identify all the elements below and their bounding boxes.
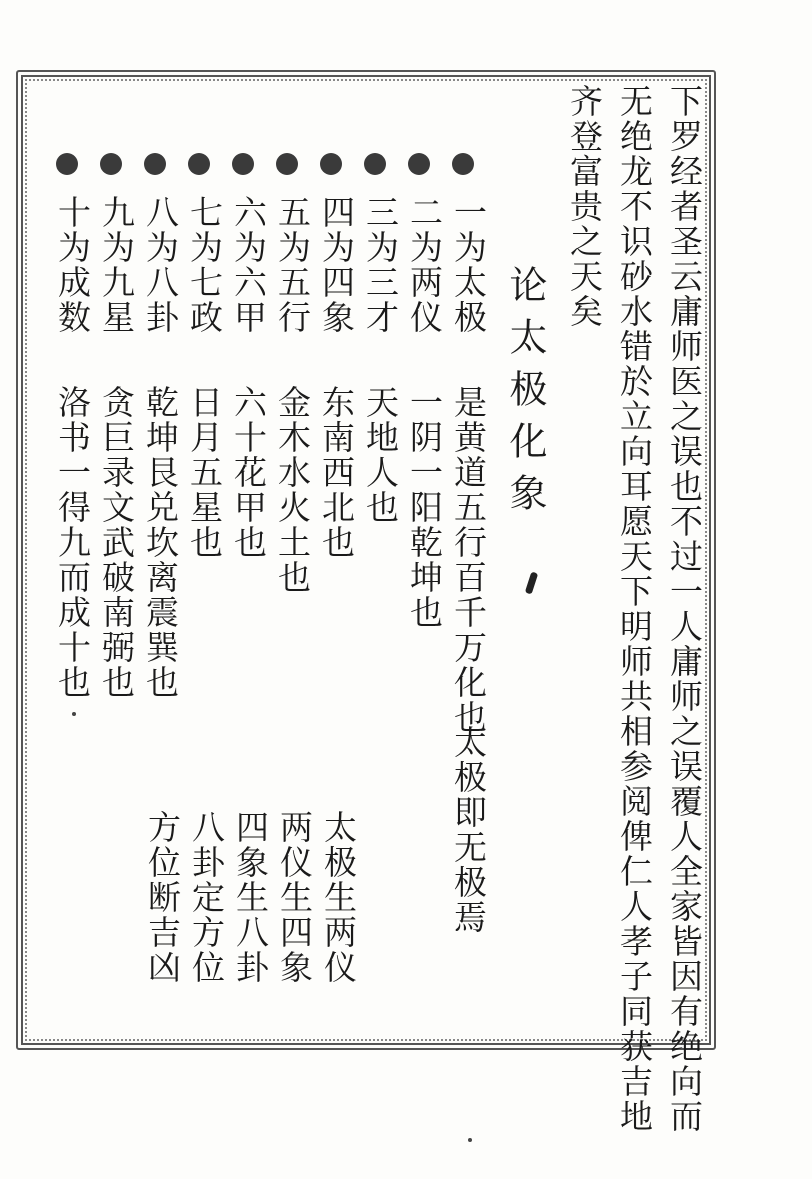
section-title: 论太极化象 (503, 265, 547, 525)
verse-line: 方位断吉凶 (143, 810, 182, 985)
verse-line: 两仪生四象 (275, 810, 314, 985)
item-desc: 东南西北也 (317, 385, 356, 560)
bullet-icon (276, 153, 298, 175)
bullet-icon (452, 153, 474, 175)
item-desc: 一阴一阳乾坤也 (405, 385, 444, 630)
bullet-icon (144, 153, 166, 175)
item-head: 一为太极 (449, 195, 488, 335)
verse-line: 太极生两仪 (319, 810, 358, 985)
bullet-icon (188, 153, 210, 175)
item-desc: 日月五星也 (185, 385, 224, 560)
ink-speck (468, 1138, 472, 1142)
bullet-icon (364, 153, 386, 175)
item-desc: 金木水火土也 (273, 385, 312, 595)
item-head: 十为成数 (53, 195, 92, 335)
ink-speck (72, 712, 76, 716)
preface-line-3: 齐登富贵之天矣 (565, 84, 604, 329)
item-desc: 乾坤艮兑坎离震巽也 (141, 385, 180, 700)
item-head: 四为四象 (317, 195, 356, 335)
item-desc: 是黄道五行百千万化也 (449, 385, 488, 735)
preface-line-1: 下罗经者圣云庸师医之误也不过一人庸师之误覆人全家皆因有绝向而 (665, 84, 704, 1134)
bullet-icon (56, 153, 78, 175)
item-head: 六为六甲 (229, 195, 268, 335)
item-note: 太极即无极焉 (449, 725, 488, 935)
bullet-icon (408, 153, 430, 175)
item-desc: 天地人也 (361, 385, 400, 525)
bullet-icon (100, 153, 122, 175)
item-head: 七为七政 (185, 195, 224, 335)
item-desc: 六十花甲也 (229, 385, 268, 560)
verse-line: 八卦定方位 (187, 810, 226, 985)
bullet-icon (320, 153, 342, 175)
bullet-icon (232, 153, 254, 175)
item-head: 八为八卦 (141, 195, 180, 335)
item-desc: 洛书一得九而成十也 (53, 385, 92, 700)
item-head: 三为三才 (361, 195, 400, 335)
item-head: 二为两仪 (405, 195, 444, 335)
item-head: 九为九星 (97, 195, 136, 335)
item-head: 五为五行 (273, 195, 312, 335)
item-desc: 贪巨录文武破南弼也 (97, 385, 136, 700)
preface-line-2: 无绝龙不识砂水错於立向耳愿天下明师共相参阅俾仁人孝子同获吉地 (615, 84, 654, 1134)
verse-line: 四象生八卦 (231, 810, 270, 985)
